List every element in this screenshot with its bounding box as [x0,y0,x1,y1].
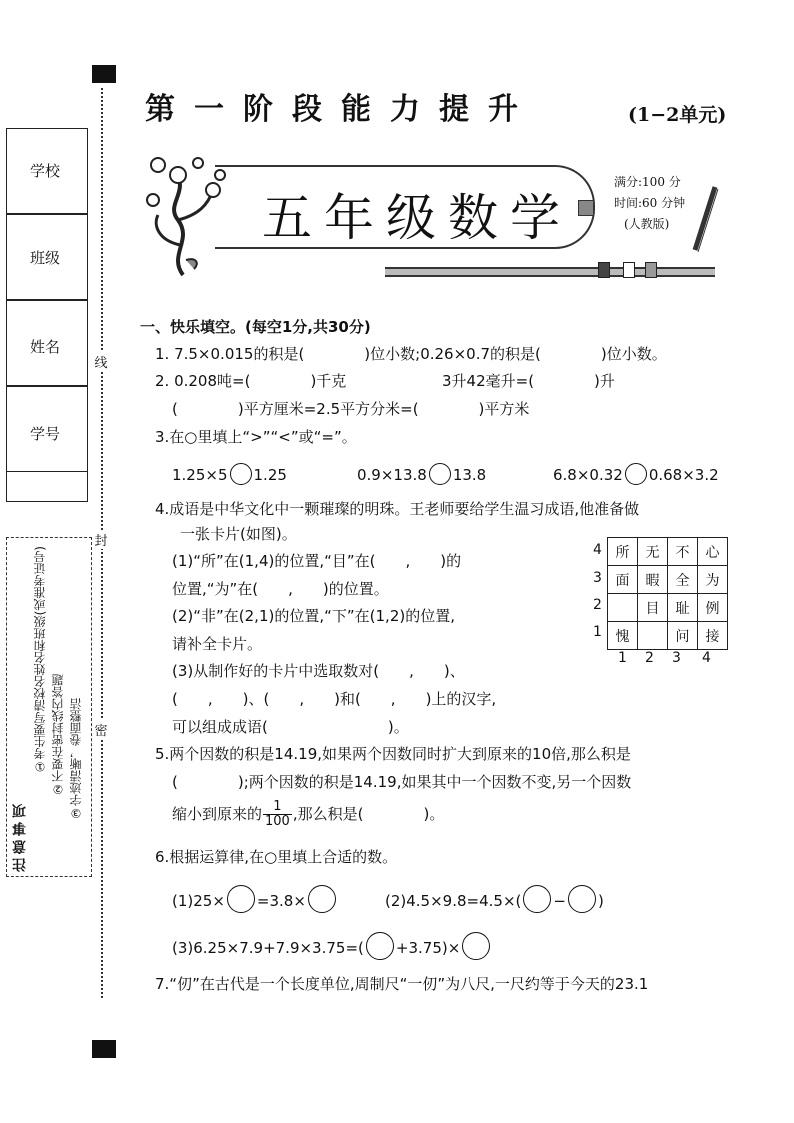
exam-time: 时间:60 分钟 [614,196,686,210]
banner-square [578,200,594,216]
school-label: 学校 [30,162,61,180]
card-cell: 例 [698,594,728,622]
rail-block [598,262,610,278]
rail-block [645,262,657,278]
question-6: 6.根据运算律,在○里填上合适的数。 [155,848,398,866]
score-info [614,172,685,235]
header-rail [385,267,715,277]
q5c-post: ,那么积是( )。 [292,805,445,823]
edition: (人教版) [624,217,670,231]
q6-3-left: (3)6.25×7.9+7.9×3.75=( [172,939,364,957]
card-row-label: 3 [593,570,602,586]
card-row [608,566,728,594]
name-label: 姓名 [30,338,61,356]
question-5c [172,800,444,829]
card-cell: 面 [608,566,638,594]
stage-subtitle: (1−2单元) [628,104,727,126]
fraction-denominator: 100 [265,814,290,829]
question-4-3c: 可以组成成语( )。 [172,718,409,736]
compare-right: 13.8 [452,466,487,484]
card-cell: 暇 [638,566,668,594]
card-cell: 接 [698,622,728,650]
question-4-1b: 位置,“为”在( , )的位置。 [172,580,389,598]
notice-item-3: ③字迹清晰，卷面整洁 [69,698,83,820]
binding-mark-seal: 封 [93,530,109,549]
question-7: 7.“仞”在古代是一个长度单位,周制尺“一仞”为八尺,一尺约等于今天的23.1 [155,975,649,993]
stage-title: 第一阶段能力提升 [145,92,537,127]
pencil-decoration [690,185,720,255]
compare-right: 0.68×3.2 [648,466,719,484]
card-row [608,538,728,566]
blank-field [6,472,88,502]
binding-mark-line: 线 [93,352,109,371]
question-3: 3.在○里填上“>”“<”或“=”。 [155,428,357,446]
section-1-title: 一、快乐填空。(每空1分,共30分) [140,318,371,336]
card-cell: 目 [638,594,668,622]
answer-circle[interactable] [625,463,647,485]
question-2c: ( )平方厘米=2.5平方分米=( )平方米 [172,400,530,418]
compare-left: 6.8×0.32 [553,466,623,484]
card-col-label: 3 [672,650,681,666]
compare-right: 1.25 [253,466,287,484]
question-6-1 [172,885,338,913]
card-row [608,594,728,622]
card-cell: 耻 [668,594,698,622]
rail-block [623,262,635,278]
card-row-label: 4 [593,542,602,558]
question-1: 1. 7.5×0.015的积是( )位小数;0.26×0.7的积是( )位小数。 [155,345,667,363]
fraction-numerator: 1 [263,800,292,815]
compare-item-1 [172,463,287,485]
question-4-intro: 4.成语是中华文化中一颗璀璨的明珠。王老师要给学生温习成语,他准备做 [155,500,640,518]
notice-item-2: ②不要在密封线内答题 [51,674,65,796]
card-cell: 不 [668,538,698,566]
answer-circle[interactable] [568,885,596,913]
card-row-label: 1 [593,624,602,640]
compare-item-3 [553,463,719,485]
q6-1-left: (1)25× [172,892,225,910]
q6-3-right: +3.75)× [395,939,461,957]
full-score: 满分:100 分 [614,175,681,189]
question-2a: 2. 0.208吨=( )千克 [155,372,347,390]
answer-circle[interactable] [227,885,255,913]
alignment-marker-bottom [92,1040,116,1058]
compare-left: 0.9×13.8 [357,466,427,484]
card-cell: 全 [668,566,698,594]
answer-circle[interactable] [523,885,551,913]
card-cell-blank[interactable] [608,594,638,622]
card-row-label: 2 [593,597,602,613]
idiom-card [607,537,728,650]
card-col-label: 1 [618,650,627,666]
card-col-label: 2 [645,650,654,666]
q6-1-right: =3.8× [256,892,306,910]
question-5a: 5.两个因数的积是14.19,如果两个因数同时扩大到原来的10倍,那么积是 [155,745,631,763]
q6-2-minus: − [553,892,566,910]
answer-circle[interactable] [230,463,252,485]
card-cell: 为 [698,566,728,594]
notice-box [6,537,92,877]
compare-left: 1.25×5 [172,466,228,484]
card-cell: 愧 [608,622,638,650]
q6-2-close: ) [597,892,604,910]
question-4-intro-cont: 一张卡片(如图)。 [180,525,297,543]
notice-title: 注意事项 [12,800,28,872]
card-cell-blank[interactable] [638,622,668,650]
alignment-marker-top [92,65,116,83]
question-6-2 [385,885,604,913]
question-4-1a: (1)“所”在(1,4)的位置,“目”在( , )的 [172,552,462,570]
question-6-3 [172,932,492,960]
card-cell: 所 [608,538,638,566]
card-col-label: 4 [702,650,711,666]
notice-item-1: ①考生要写清校名姓名和班级(或准考证号) [33,546,47,774]
card-cell: 心 [698,538,728,566]
answer-circle[interactable] [366,932,394,960]
q6-2-left: (2)4.5×9.8=4.5×( [385,892,522,910]
answer-circle[interactable] [462,932,490,960]
compare-item-2 [357,463,486,485]
card-cell: 无 [638,538,668,566]
card-row [608,622,728,650]
student-id-label: 学号 [30,425,61,443]
binding-mark-secret: 密 [93,720,109,739]
answer-circle[interactable] [429,463,451,485]
question-4-3a: (3)从制作好的卡片中选取数对( , )、 [172,662,465,680]
question-4-3b: ( , )、( , )和( , )上的汉字, [172,690,497,708]
card-cell: 问 [668,622,698,650]
fraction [263,800,292,829]
question-4-2a: (2)“非”在(2,1)的位置,“下”在(1,2)的位置, [172,607,455,625]
answer-circle[interactable] [308,885,336,913]
question-5b: ( );两个因数的积是14.19,如果其中一个因数不变,另一个因数 [172,773,632,791]
question-4-2b: 请补全卡片。 [172,635,263,653]
banner-title: 五年级数学 [262,189,572,247]
class-label: 班级 [30,249,61,267]
question-2b: 3升42毫升=( )升 [442,372,615,390]
q5c-pre: 缩小到原来的 [172,805,263,823]
